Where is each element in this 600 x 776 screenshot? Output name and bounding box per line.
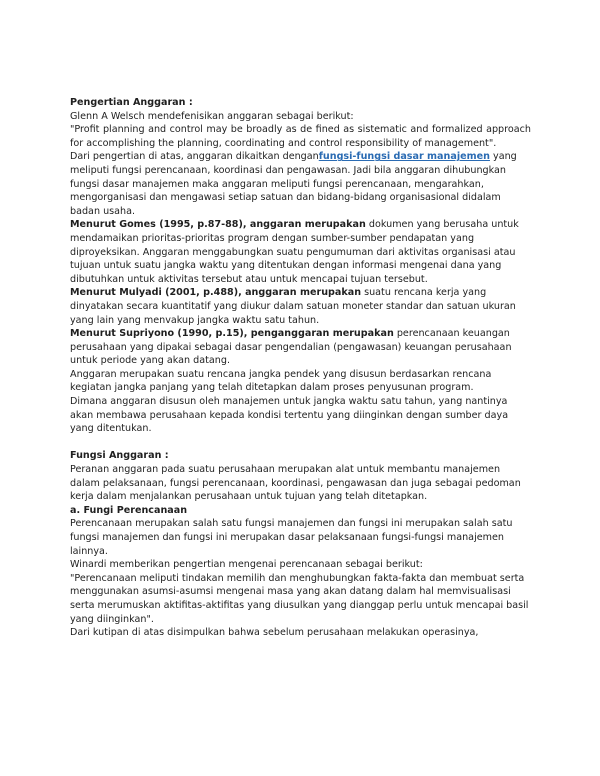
paragraph: Anggaran merupakan suatu rencana jangka pendek yang disusun berdasarkan rencana kegiatan jangka panjang yang telah ditetapkan dalam proses penyusunan program.: [70, 368, 492, 394]
paragraph-gomes: [70, 218, 531, 286]
spacer: [70, 436, 531, 450]
quote-welsch: "Profit planning and control may be broadly as de fined as sistematic and formalized approach for accomplishing the planning, coordinating and control responsibility of management".: [70, 124, 531, 149]
paragraph-mulyadi: [70, 286, 531, 327]
heading-pengertian-anggaran: Pengertian Anggaran :: [70, 97, 193, 108]
paragraph: Glenn A Welsch mendefenisikan anggaran sebagai berikut:: [70, 110, 354, 122]
bold-lead: Menurut Supriyono (1990, p.15), penganggaran merupakan: [70, 328, 394, 340]
quote-winardi: "Perencanaan meliputi tindakan memilih dan menghubungkan fakta-fakta dan membuat serta menggunakan asumsi-asumsi mengenai masa yang akan datang dalam hal memvisualisasi serta merumuskan aktifitas-aktifitas yang diusulkan yang dianggap perlu untuk mencapai basil yang diinginkan".: [70, 572, 529, 625]
paragraph: Winardi memberikan pengertian mengenai perencanaan sebagai berikut:: [70, 559, 423, 571]
heading-fungsi-anggaran: Fungsi Anggaran :: [70, 450, 169, 462]
paragraph: Dimana anggaran disusun oleh manajemen untuk jangka waktu satu tahun, yang nantinya akan membawa perusahaan kepada kondisi tertentu yang diinginkan dengan sumber daya yang ditentukan.: [70, 396, 509, 435]
heading-fungsi-perencanaan: a. Fungi Perencanaan: [70, 504, 188, 516]
bold-lead: Menurut Gomes (1995, p.87-88), anggaran merupakan: [70, 219, 366, 231]
text-run: perencanaan keuangan perusahaan yang dipakai sebagai dasar pengendalian (pengawasan) keuangan perusahaan untuk periode yang akan datang.: [70, 328, 512, 367]
text-run: dokumen yang berusaha untuk mendamaikan prioritas-prioritas program dengan sumber-sumber pendapatan yang diproyeksikan. Anggaran menggabungkan suatu pengumuman dari aktivitas organisasi atau tujuan untuk suatu jangka waktu yang ditentukan dengan informasi mengenai dana yang dibutuhkan untuk aktivitas tersebut atau untuk mencapai tujuan tersebut.: [70, 219, 519, 285]
link-fungsi-dasar-manajemen[interactable]: fungsi-fungsi dasar manajemen: [318, 151, 490, 163]
bold-lead: Menurut Mulyadi (2001, p.488), anggaran merupakan: [70, 287, 362, 299]
paragraph: Dari kutipan di atas disimpulkan bahwa sebelum perusahaan melakukan operasinya,: [70, 627, 479, 639]
paragraph: Perencanaan merupakan salah satu fungsi manajemen dan fungsi ini merupakan salah satu fungsi manajemen dan fungsi ini merupakan dasar pelaksanaan fungsi-fungsi manajemen lainnya.: [70, 518, 513, 557]
paragraph-supriyono: [70, 327, 531, 368]
document-body: [70, 96, 531, 640]
text-run: Dari pengertian di atas, anggaran dikaitkan dengan: [70, 151, 319, 163]
text-run: yang meliputi fungsi perencanaan, koordinasi dan pengawasan. Jadi bila anggaran dihubungkan fungsi dasar manajemen maka anggaran meliputi fungsi perencanaan, mengarahkan, mengorganisasi dan mengawasi setiap satuan dan bidang-bidang organisasional didalam badan usaha.: [70, 151, 517, 217]
paragraph: [70, 150, 531, 218]
paragraph: Peranan anggaran pada suatu perusahaan merupakan alat untuk membantu manajemen dalam pelaksanaan, fungsi perencanaan, koordinasi, pengawasan dan juga sebagai pedoman kerja dalam menjalankan perusahaan untuk tujuan yang telah ditetapkan.: [70, 464, 521, 503]
text-run: suatu rencana kerja yang dinyatakan secara kuantitatif yang diukur dalam satuan moneter standar dan satuan ukuran yang lain yang menvakup jangka waktu satu tahun.: [70, 287, 516, 326]
